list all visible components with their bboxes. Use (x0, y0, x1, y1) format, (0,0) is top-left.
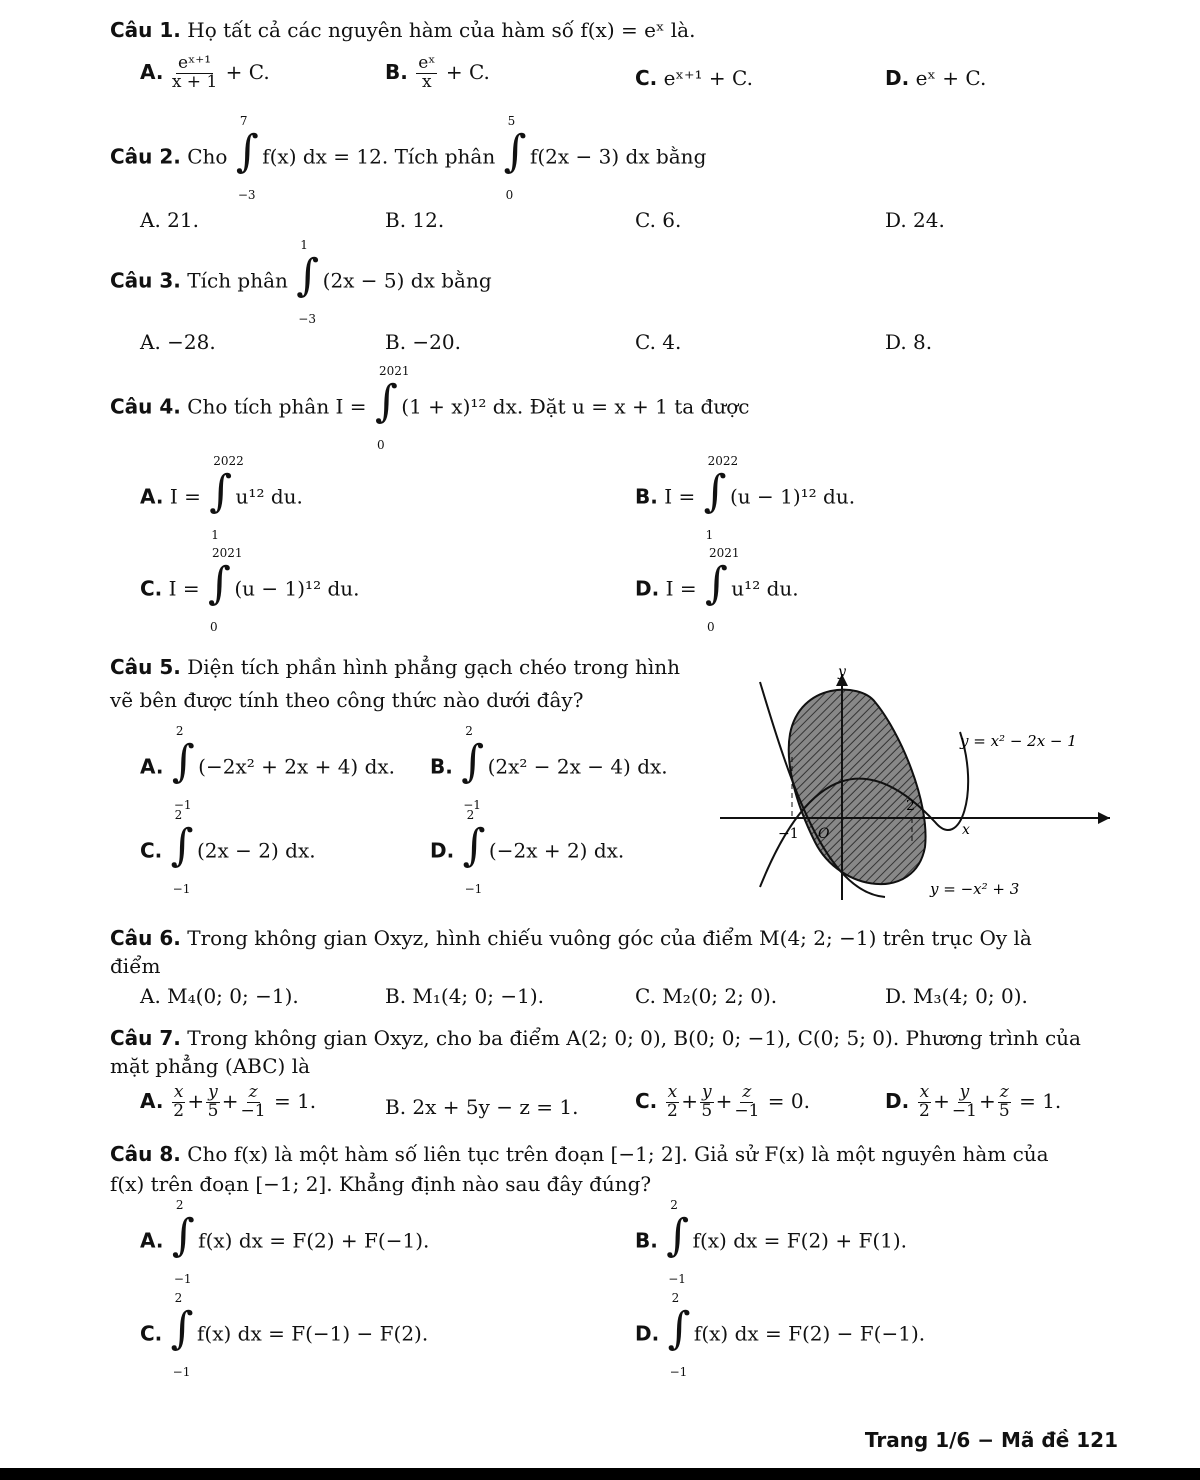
q1-a-num: eˣ⁺¹ (178, 53, 212, 73)
q1-b-den: x (422, 71, 432, 92)
q7-option-d[interactable]: D. $\frac{x}{2}$ + $\frac{y}{-1}$ + $\frac{z}{5}$ = 1. (885, 1082, 1062, 1121)
q4-d-lo: 0 (706, 620, 715, 634)
integral-sign-icon: ∫ 2 −1 (666, 1198, 690, 1286)
q8-stem-line2: f(x) trên đoạn [−1; 2]. Khẳng định nào sau đây đúng? (110, 1172, 652, 1196)
q2-f2: f(2x − 3) dx bằng (529, 144, 707, 169)
integral-sign-icon: ∫ 2 −1 (461, 724, 485, 812)
q4-up: 2021 (378, 364, 410, 378)
q4-a-i: I = (169, 484, 201, 509)
integral-sign-icon: ∫ 2021 0 (704, 546, 740, 634)
q7-c-label: C. (635, 1088, 658, 1113)
q5-b-f: (2x² − 2x − 4) dx. (487, 754, 668, 779)
q8-option-b[interactable] (635, 1198, 908, 1286)
q7-d-eq: = 1. (1019, 1088, 1062, 1113)
q7-label: Câu 7. (110, 1026, 181, 1050)
q4-b-lo: 1 (705, 528, 714, 542)
tick-2: 2 (906, 798, 915, 814)
q8-stem-line1 (110, 1142, 1049, 1166)
origin-label: O (818, 826, 830, 842)
bottom-bar (0, 1468, 1200, 1480)
q5-d-f: (−2x + 2) dx. (488, 838, 625, 863)
q3-option-b[interactable]: B. −20. (385, 330, 461, 354)
q4-b-f: (u − 1)¹² du. (729, 484, 856, 509)
q5-option-d[interactable] (430, 808, 625, 896)
q8-option-d[interactable] (635, 1291, 926, 1379)
q3-option-d[interactable]: D. 8. (885, 330, 933, 354)
q6-option-a[interactable]: A. M₄(0; 0; −1). (140, 984, 299, 1008)
q5-stem-line1 (110, 655, 680, 679)
q4-c-i: I = (168, 576, 200, 601)
tick-neg1: −1 (778, 826, 799, 842)
q1-option-d[interactable] (885, 66, 986, 90)
q5-stem-line2: vẽ bên được tính theo công thức nào dưới đây? (110, 688, 584, 712)
q5-d-lo: −1 (464, 882, 483, 896)
q8-b-f: f(x) dx = F(2) + F(1). (692, 1228, 908, 1253)
q1-c-label: C. (635, 66, 658, 90)
q4-pre: Cho tích phân I = (187, 394, 367, 419)
q8-b-label: B. (635, 1228, 658, 1253)
q5-d-label: D. (430, 838, 455, 863)
q6-line1: Trong không gian Oxyz, hình chiếu vuông góc của điểm M(4; 2; −1) trên trục Oy là (187, 926, 1032, 950)
q1-c-val: eˣ⁺¹ + C. (663, 66, 753, 90)
q1-b-num: eˣ (418, 53, 436, 73)
q7-stem-line1 (110, 1026, 1081, 1050)
q2-up1: 7 (239, 114, 248, 128)
q8-c-label: C. (140, 1321, 163, 1346)
q1-d-label: D. (885, 66, 910, 90)
q8-c-f: f(x) dx = F(−1) − F(2). (197, 1321, 429, 1346)
q4-b-up: 2022 (707, 454, 739, 468)
curve1-label: y = x² − 2x − 1 (960, 732, 1077, 750)
q8-line1: Cho f(x) là một hàm số liên tục trên đoạn [−1; 2]. Giả sử F(x) là một nguyên hàm của (187, 1142, 1049, 1166)
q1-option-c[interactable] (635, 66, 753, 90)
q8-d-up: 2 (671, 1291, 680, 1305)
q5-b-label: B. (430, 754, 453, 779)
q8-option-a[interactable] (140, 1198, 430, 1286)
q7-d-label: D. (885, 1088, 910, 1113)
q2-label: Câu 2. (110, 144, 181, 169)
q6-option-d[interactable]: D. M₃(4; 0; 0). (885, 984, 1028, 1008)
q6-stem-line1 (110, 926, 1032, 950)
q1-b-tail: + C. (445, 59, 490, 84)
q5-c-f: (2x − 2) dx. (197, 838, 316, 863)
q1-d-val: eˣ + C. (915, 66, 987, 90)
q7-a-label: A. (140, 1088, 164, 1113)
q6-stem-line2: điểm (110, 954, 161, 978)
q1-a-label: A. (140, 59, 164, 84)
q2-lo1: −3 (237, 188, 256, 202)
q8-label: Câu 8. (110, 1142, 181, 1166)
q2-option-c[interactable]: C. 6. (635, 208, 682, 232)
q8-c-up: 2 (174, 1291, 183, 1305)
q4-d-f: u¹² du. (731, 576, 799, 601)
q4-label: Câu 4. (110, 394, 181, 419)
q8-a-label: A. (140, 1228, 164, 1253)
q4-c-up: 2021 (212, 546, 243, 560)
q8-d-label: D. (635, 1321, 660, 1346)
q7-a-eq: = 1. (273, 1088, 317, 1113)
q6-option-b[interactable]: B. M₁(4; 0; −1). (385, 984, 544, 1008)
q2-option-b[interactable]: B. 12. (385, 208, 445, 232)
integral-sign-icon: ∫ 7 −3 (235, 114, 259, 202)
q5-a-up: 2 (175, 724, 184, 738)
q8-b-up: 2 (670, 1198, 678, 1212)
q7-line1: Trong không gian Oxyz, cho ba điểm A(2; 0; 0), B(0; 0; −1), C(0; 5; 0). Phương trình của (187, 1026, 1081, 1050)
q1-a-tail: + C. (225, 59, 270, 84)
q4-d-label: D. (635, 576, 660, 601)
q3-option-a[interactable]: A. −28. (140, 330, 216, 354)
q5-graph (720, 662, 1120, 902)
q8-option-c[interactable] (140, 1291, 429, 1379)
q2-f1: f(x) dx = 12. Tích phân (262, 144, 496, 169)
integral-sign-icon: ∫ 1 −3 (296, 238, 320, 326)
graph-y-label: y (838, 664, 846, 680)
q4-a-lo: 1 (211, 528, 219, 542)
q3-stem (110, 238, 492, 326)
q4-option-c[interactable] (140, 546, 360, 634)
q4-option-d[interactable] (635, 546, 799, 634)
q7-stem-line2: mặt phẳng (ABC) là (110, 1054, 311, 1078)
q7-option-c[interactable]: C. $\frac{x}{2}$ + $\frac{y}{5}$ + $\frac{z}{-1}$ = 0. (635, 1082, 810, 1121)
q5-b-up: 2 (465, 724, 473, 738)
integral-sign-icon: ∫ 2 −1 (171, 724, 195, 812)
page-footer: Trang 1/6 − Mã đề 121 (864, 1428, 1118, 1452)
q4-option-b[interactable] (635, 454, 856, 542)
q1-label: Câu 1. (110, 18, 181, 42)
q2-up2: 5 (507, 114, 516, 128)
q4-d-up: 2021 (708, 546, 740, 560)
integral-sign-icon: ∫ 2021 0 (208, 546, 243, 634)
q6-label: Câu 6. (110, 926, 181, 950)
q4-b-label: B. (635, 484, 658, 509)
integral-sign-icon: ∫ 2 −1 (171, 1198, 195, 1286)
q4-c-label: C. (140, 576, 163, 601)
q4-option-a[interactable] (140, 454, 303, 542)
q4-f: (1 + x)¹² dx. Đặt u = x + 1 ta được (401, 394, 750, 419)
q8-a-f: f(x) dx = F(2) + F(−1). (198, 1228, 430, 1253)
q1-stem (110, 18, 695, 42)
q1-b-frac (416, 55, 437, 92)
q7-option-b[interactable]: B. 2x + 5y − z = 1. (385, 1095, 579, 1119)
q5-a-f: (−2x² + 2x + 4) dx. (198, 754, 396, 779)
q4-stem (110, 364, 750, 452)
q8-a-up: 2 (175, 1198, 184, 1212)
q2-stem (110, 114, 707, 202)
q4-b-i: I = (664, 484, 696, 509)
q1-a-frac (172, 55, 217, 92)
graph-x-label: x (962, 822, 970, 838)
q1-option-a[interactable] (140, 55, 270, 92)
q4-a-label: A. (140, 484, 164, 509)
q4-d-i: I = (665, 576, 697, 601)
q5-option-c[interactable] (140, 808, 316, 896)
q5-b-lo: −1 (463, 798, 481, 812)
integral-sign-icon: ∫ 2022 1 (703, 454, 739, 542)
q2-option-a[interactable]: A. 21. (140, 208, 199, 232)
q2-pre: Cho (187, 144, 228, 169)
q5-c-lo: −1 (172, 882, 191, 896)
integral-sign-icon: ∫ 2 −1 (667, 1291, 691, 1379)
q8-a-lo: −1 (173, 1272, 192, 1286)
q4-a-up: 2022 (213, 454, 244, 468)
q7-option-a[interactable]: A. $\frac{x}{2}$ + $\frac{y}{5}$ + $\frac{z}{-1}$ = 1. (140, 1082, 317, 1121)
q8-b-lo: −1 (668, 1272, 686, 1286)
integral-sign-icon: ∫ 5 0 (503, 114, 527, 202)
q5-label: Câu 5. (110, 655, 181, 679)
q1-text: Họ tất cả các nguyên hàm của hàm số f(x) = eˣ là. (187, 18, 696, 42)
q7-c-eq: = 0. (767, 1088, 810, 1113)
integral-sign-icon: ∫ 2 −1 (170, 1291, 194, 1379)
q2-lo2: 0 (505, 188, 514, 202)
q4-c-lo: 0 (210, 620, 218, 634)
q2-option-d[interactable]: D. 24. (885, 208, 945, 232)
q5-d-up: 2 (466, 808, 475, 822)
q4-c-f: (u − 1)¹² du. (234, 576, 360, 601)
q8-d-f: f(x) dx = F(2) − F(−1). (693, 1321, 926, 1346)
q1-option-b[interactable] (385, 55, 490, 92)
q5-c-up: 2 (174, 808, 183, 822)
q5-a-label: A. (140, 754, 164, 779)
curve2-label: y = −x² + 3 (930, 880, 1020, 898)
q6-option-c[interactable]: C. M₂(0; 2; 0). (635, 984, 778, 1008)
q8-d-lo: −1 (669, 1365, 688, 1379)
integral-sign-icon: ∫ 2 −1 (462, 808, 486, 896)
integral-sign-icon: ∫ 2021 0 (374, 364, 410, 452)
q4-a-f: u¹² du. (235, 484, 303, 509)
q8-c-lo: −1 (172, 1365, 191, 1379)
q5-c-label: C. (140, 838, 163, 863)
shaded-region (789, 690, 926, 884)
q5-option-b[interactable] (430, 724, 668, 812)
q3-lo: −3 (298, 312, 316, 326)
q4-lo: 0 (376, 438, 385, 452)
q1-b-label: B. (385, 59, 408, 84)
q3-option-c[interactable]: C. 4. (635, 330, 682, 354)
integral-sign-icon: ∫ 2 −1 (170, 808, 194, 896)
integral-sign-icon: ∫ 2022 1 (209, 454, 244, 542)
q1-a-den: x + 1 (171, 71, 218, 92)
q5-option-a[interactable] (140, 724, 396, 812)
q5-line1: Diện tích phần hình phẳng gạch chéo trong hình (187, 655, 681, 679)
q3-label: Câu 3. (110, 268, 181, 293)
q5-a-lo: −1 (173, 798, 192, 812)
q3-pre: Tích phân (187, 268, 288, 293)
q3-f: (2x − 5) dx bằng (322, 268, 492, 293)
q3-up: 1 (300, 238, 308, 252)
